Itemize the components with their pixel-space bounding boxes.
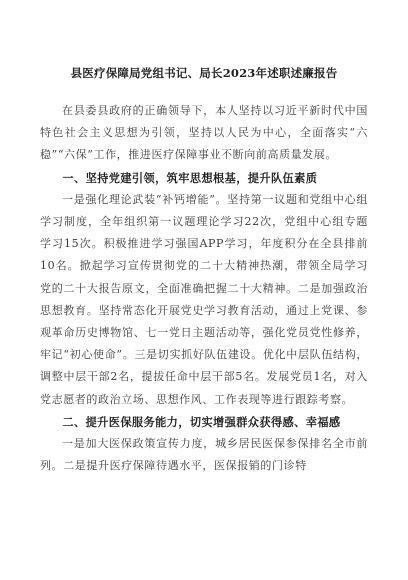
- intro-paragraph: 在县委县政府的正确领导下，本人坚持以习近平新时代中国特色社会主义思想为引领，坚持以人民为中心，全面落实“六稳”“六保”工作，推进医疗保障事业不断向前高质量发展。: [40, 104, 368, 162]
- section-1-heading: 一、坚持党建引领，筑牢思想根基，提升队伍素质: [62, 170, 318, 185]
- section-1-body: 一是强化理论武装“补钙增能”。坚持第一议题和党组中心组学习制度，全年组织第一议题理论学习22次，党组中心组专题学习15次。积极推进学习强国APP学习，年度积分在全县排前10名。掀起学习宣传贯彻党的二十大精神热潮，带领全局学习党的二十大报告原文，全面准确把握二十大精神。二是加强政治思想教育。坚持常态化开展党史学习教育活动，通过上党课、参观革命历史博物馆、七一党日主题活动等，强化党员党性修养，牢记“初心使命”。三是切实抓好队伍建设。优化中层队伍结构，调整中层干部2名，提拔任命中层干部5名。发展党员1名，对入党志愿者的政治立场、思想作风、工作表现等进行跟踪考察。: [40, 192, 368, 406]
- document-title: 县医疗保障局党组书记、局长2023年述职述廉报告: [70, 66, 338, 80]
- section-2-body: 一是加大医保政策宣传力度，城乡居民医保参保排名全市前列。二是提升医疗保障待遇水平，医保报销的门诊特: [40, 437, 368, 473]
- section-2-heading: 二、提升医保服务能力，切实增强群众获得感、幸福感: [62, 414, 341, 429]
